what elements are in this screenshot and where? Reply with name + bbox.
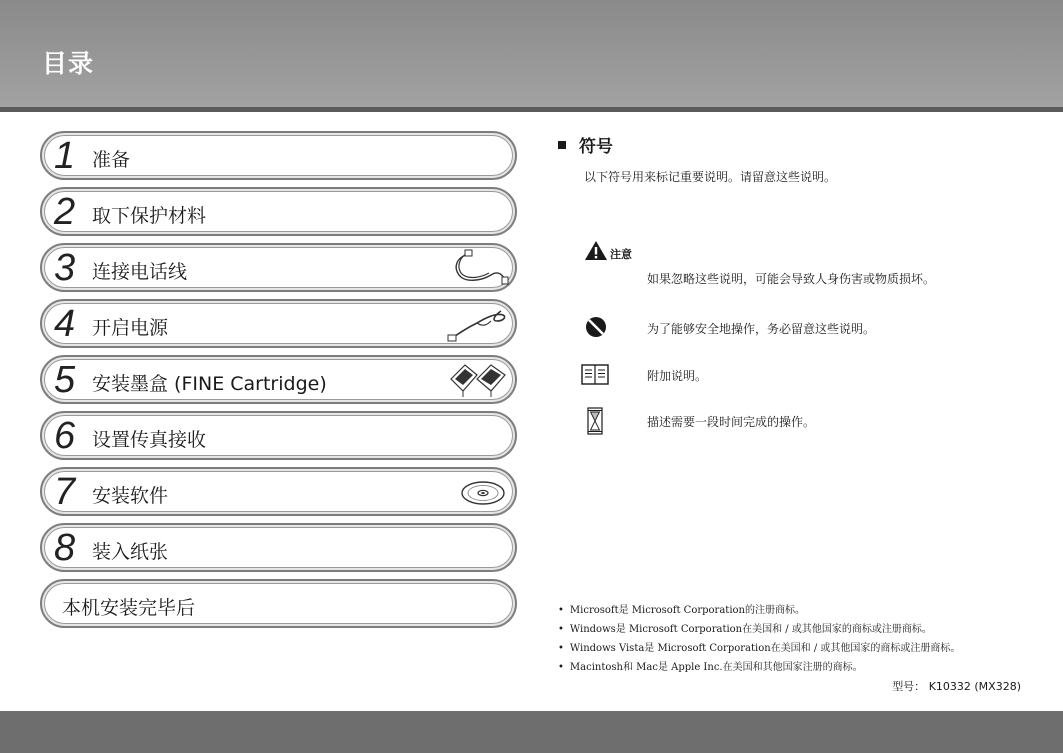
toc-item-7[interactable] [40, 467, 517, 516]
toc-item-6[interactable] [40, 411, 517, 460]
model-number [892, 678, 1021, 694]
symbol-row-hourglass [580, 407, 1020, 435]
phone-cable-icon [447, 249, 509, 287]
toc-item-2[interactable] [40, 187, 517, 236]
toc-label: 安装墨盒 (FINE Cartridge) [92, 373, 327, 395]
model-value: K10332 (MX328) [928, 680, 1021, 693]
table-of-contents [40, 131, 517, 635]
header-rule [0, 107, 1063, 112]
toc-item-8[interactable] [40, 523, 517, 572]
caution-symbol [584, 240, 632, 262]
symbol-description: 为了能够安全地操作，务必留意这些说明。 [647, 322, 876, 336]
caution-description: 如果忽略这些说明，可能会导致人身伤害或物质损坏。 [647, 272, 936, 286]
toc-label: 准备 [92, 149, 131, 171]
toc-label: 连接电话线 [92, 261, 188, 283]
toc-label: 开启电源 [92, 317, 169, 339]
toc-item-1[interactable] [40, 131, 517, 180]
symbol-description: 描述需要一段时间完成的操作。 [647, 415, 816, 429]
toc-item-after-setup[interactable] [40, 579, 517, 628]
prohibited-icon [580, 314, 610, 342]
toc-item-4[interactable] [40, 299, 517, 348]
caution-triangle-icon [584, 240, 608, 261]
toc-label: 安装软件 [92, 485, 169, 507]
model-label: 型号： [892, 680, 926, 693]
footer-bar [0, 711, 1063, 753]
toc-number: 6 [54, 415, 76, 457]
toc-number: 4 [54, 303, 76, 345]
cd-rom-icon [447, 473, 509, 511]
toc-number: 7 [54, 471, 76, 513]
toc-number: 1 [54, 135, 76, 177]
trademark-item: • Microsoft是 Microsoft Corporation的注册商标。 [558, 601, 1028, 620]
toc-label: 本机安装完毕后 [62, 597, 196, 619]
toc-number: 8 [54, 527, 76, 569]
toc-label: 装入纸张 [92, 541, 169, 563]
symbol-row-prohibited [580, 314, 1020, 342]
power-cord-icon [447, 305, 509, 343]
page-title: 目录 [42, 49, 95, 78]
toc-label: 设置传真接收 [92, 429, 207, 451]
hourglass-icon [580, 407, 610, 435]
toc-item-5[interactable] [40, 355, 517, 404]
fine-cartridge-icon [447, 361, 509, 399]
trademark-item: • Windows Vista是 Microsoft Corporation在美国和 / 或其他国家的商标或注册商标。 [558, 639, 1028, 658]
toc-label: 取下保护材料 [92, 205, 207, 227]
square-bullet-icon [558, 141, 566, 149]
caution-label: 注意 [610, 248, 632, 261]
trademark-item: • Windows是 Microsoft Corporation在美国和 / 或其他国家的商标或注册商标。 [558, 620, 1028, 639]
symbol-description: 附加说明。 [647, 369, 708, 383]
trademark-list [558, 601, 1028, 677]
book-icon [580, 361, 610, 389]
toc-number: 5 [54, 359, 76, 401]
page-header [0, 0, 1063, 107]
toc-item-3[interactable] [40, 243, 517, 292]
toc-number: 2 [54, 191, 76, 233]
symbol-row-book [580, 361, 1020, 389]
trademark-item: • Macintosh和 Mac是 Apple Inc.在美国和其他国家注册的商标。 [558, 658, 1028, 677]
symbols-heading: 符号 [558, 132, 613, 157]
toc-number: 3 [54, 247, 76, 289]
symbols-intro: 以下符号用来标记重要说明。请留意这些说明。 [584, 170, 837, 184]
